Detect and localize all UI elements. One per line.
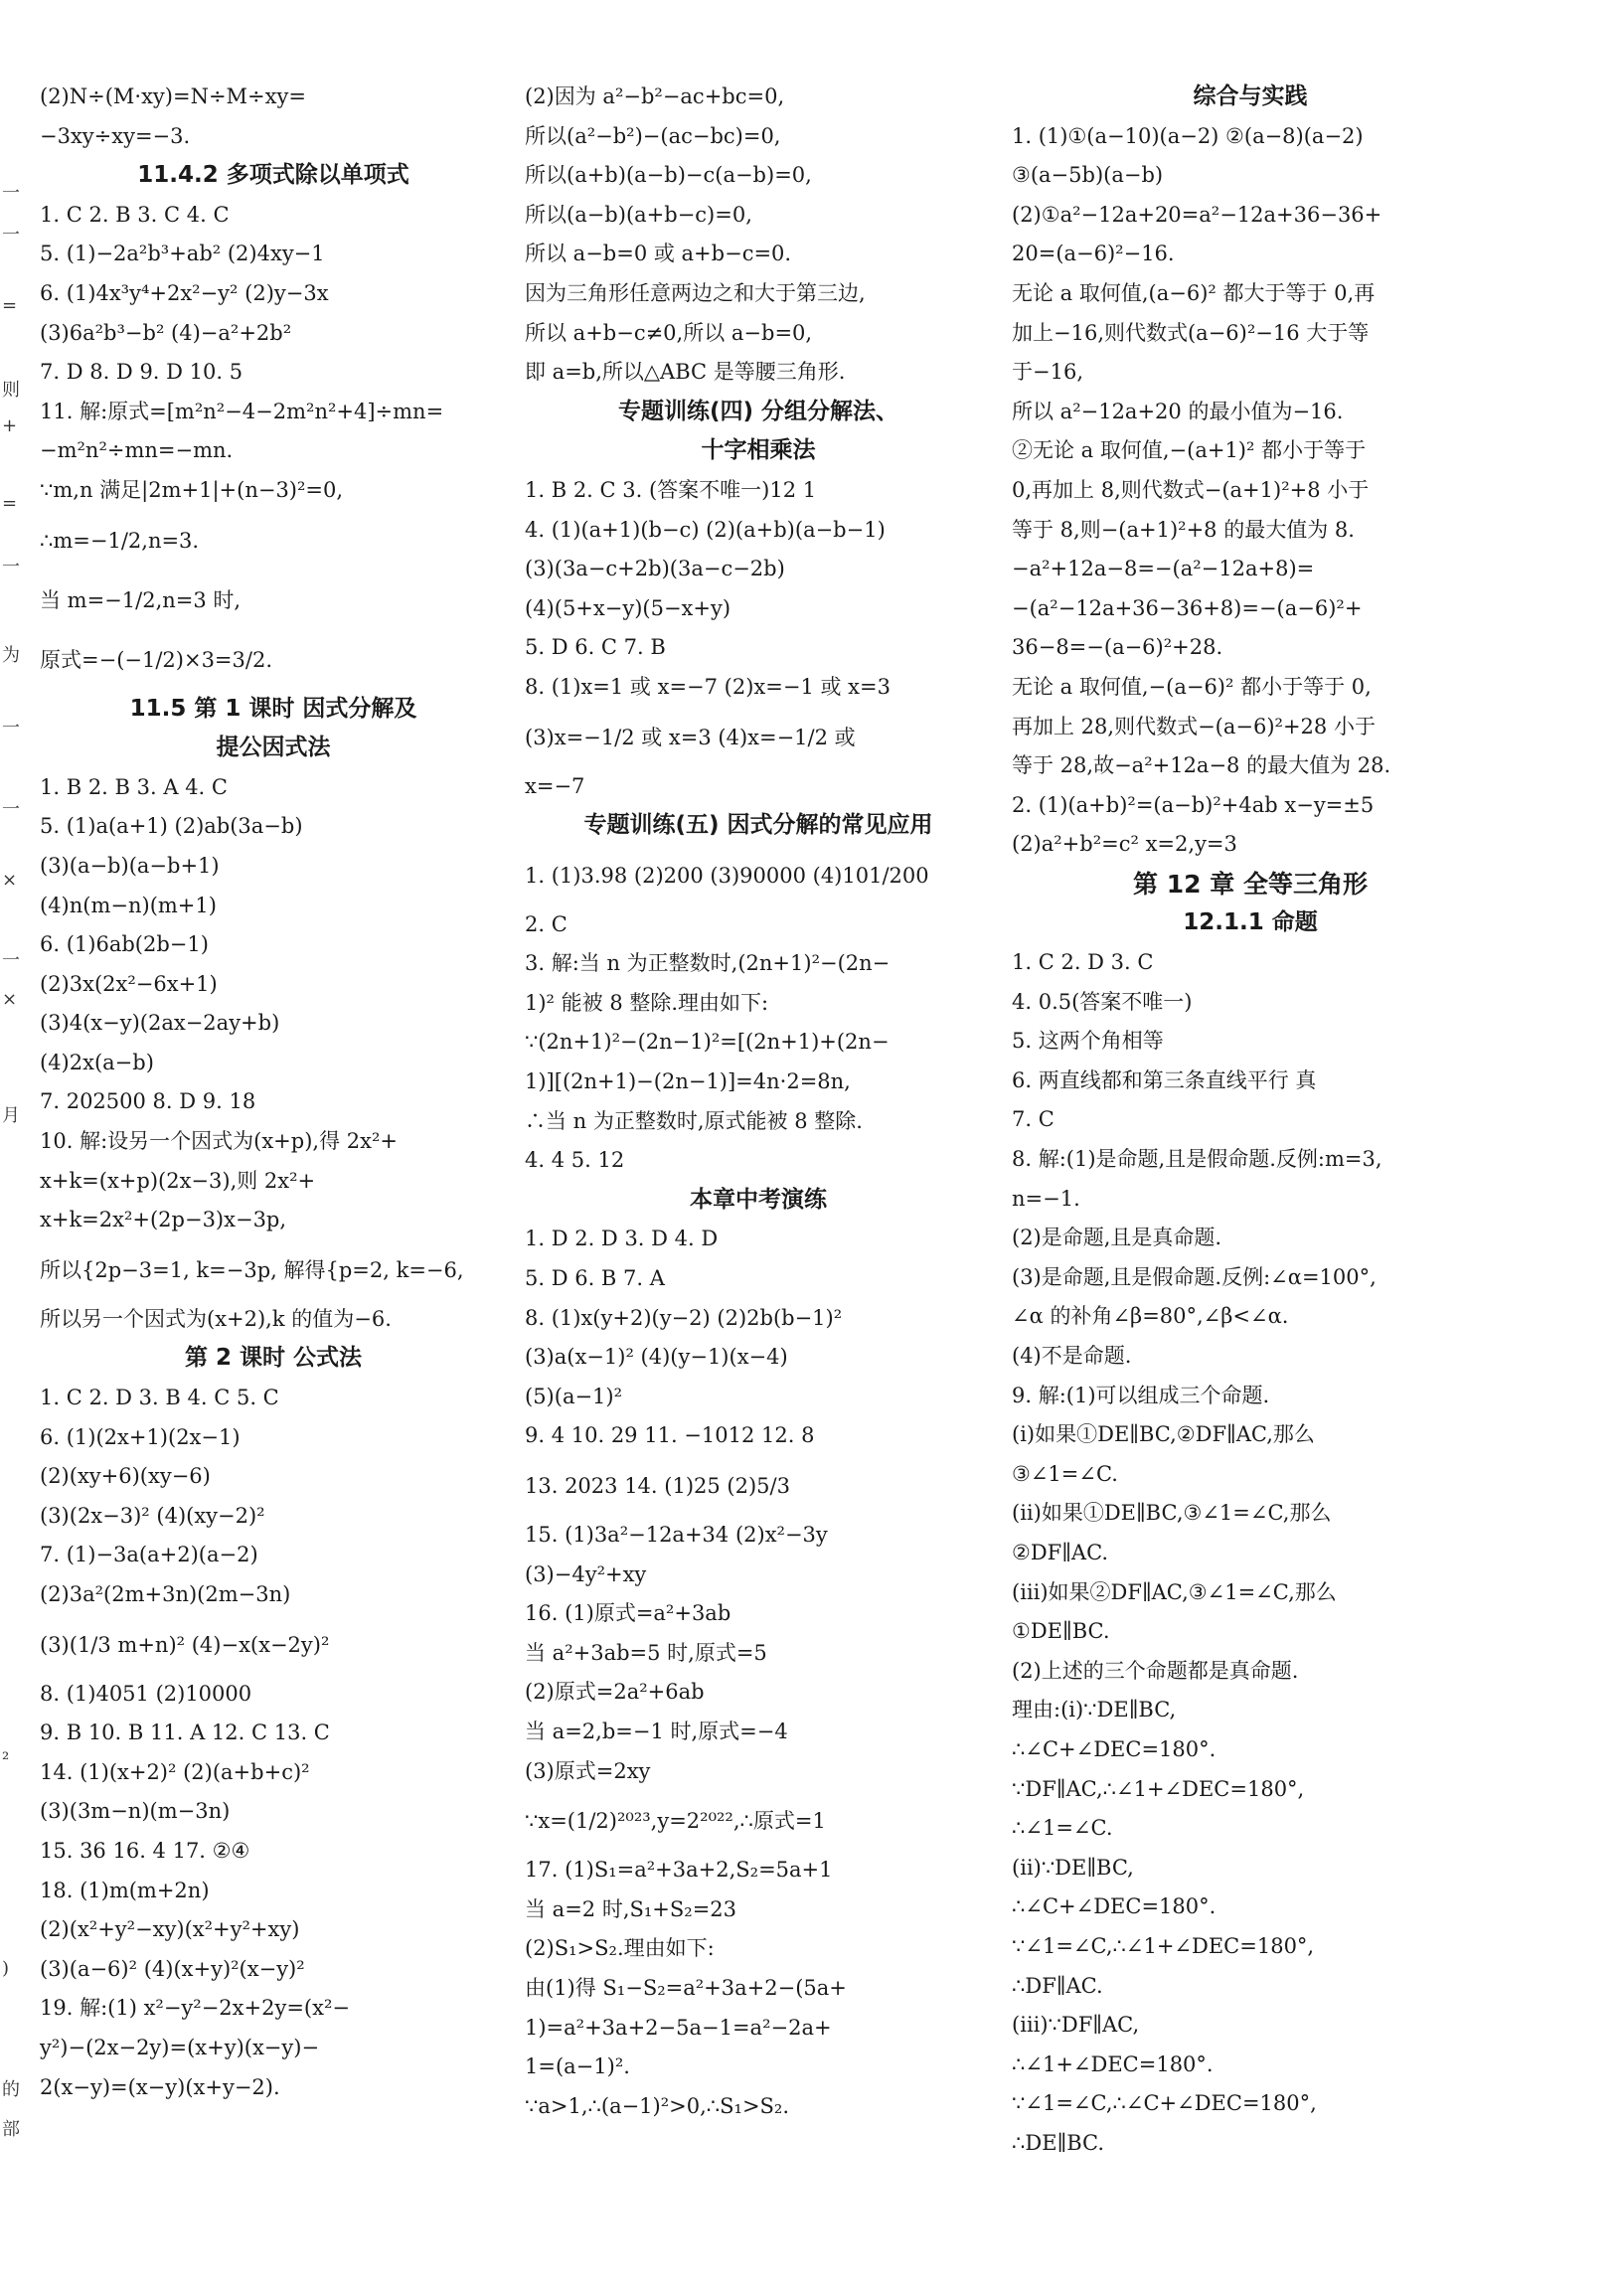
- answer-line: n=−1.: [1012, 1186, 1080, 1211]
- answer-line: (3)(a−6)² (4)(x+y)²(x−y)²: [40, 1956, 305, 1981]
- answer-line: 7. 202500 8. D 9. 18: [40, 1089, 256, 1114]
- answer-line: ∴DE∥BC.: [1012, 2130, 1105, 2155]
- answer-line: 再加上 28,则代数式−(a−6)²+28 小于: [1012, 714, 1376, 738]
- answer-line: (3)(3m−n)(m−3n): [40, 1799, 231, 1824]
- answer-line: (3)(1/3 m+n)² (4)−x(x−2y)²: [40, 1632, 330, 1657]
- answer-line: (3)a(x−1)² (4)(y−1)(x−4): [525, 1345, 788, 1370]
- margin-fragment: 一: [2, 799, 20, 820]
- answer-line: 5. D 6. C 7. B: [525, 635, 666, 660]
- answer-line: 所以 a²−12a+20 的最小值为−16.: [1012, 399, 1344, 423]
- answer-line: 17. (1)S₁=a²+3a+2,S₂=5a+1: [525, 1858, 833, 1883]
- margin-fragment: 的: [2, 2079, 20, 2100]
- answer-line: 11. 解:原式=[m²n²−4−2m²n²+4]÷mn=: [40, 399, 444, 423]
- answer-line: (2)原式=2a²+6ab: [525, 1680, 705, 1705]
- answer-line: 无论 a 取何值,−(a−6)² 都小于等于 0,: [1012, 674, 1372, 699]
- answer-line: 即 a=b,所以△ABC 是等腰三角形.: [525, 360, 846, 385]
- answer-line: 7. C: [1012, 1107, 1055, 1132]
- margin-fragment: 一: [2, 183, 20, 204]
- answer-line: 6. 两直线都和第三条直线平行 真: [1012, 1067, 1317, 1092]
- margin-fragment: 月: [2, 1105, 20, 1126]
- answer-line: 7. (1)−3a(a+2)(a−2): [40, 1543, 258, 1567]
- section-heading: 专题训练(四) 分组分解法、: [617, 398, 899, 424]
- section-heading: 专题训练(五) 因式分解的常见应用: [583, 812, 933, 839]
- answer-line: 所以(a+b)(a−b)−c(a−b)=0,: [525, 163, 812, 188]
- answer-line: 8. 解:(1)是命题,且是假命题.反例:m=3,: [1012, 1147, 1382, 1172]
- answer-line: ∵m,n 满足|2m+1|+(n−3)²=0,: [40, 477, 344, 502]
- answer-line: (ⅲ)∵DF∥AC,: [1012, 2013, 1140, 2038]
- section-heading: 11.4.2 多项式除以单项式: [137, 162, 409, 189]
- answer-line: (ⅱ)∵DE∥BC,: [1012, 1855, 1134, 1880]
- answer-line: (ⅲ)如果②DF∥AC,③∠1=∠C,那么: [1012, 1579, 1337, 1604]
- margin-fragment: 一: [2, 718, 20, 738]
- answer-line: 6. (1)4x³y⁴+2x²−y² (2)y−3x: [40, 280, 329, 305]
- answer-line: −a²+12a−8=−(a²−12a+8)=: [1012, 557, 1315, 581]
- answer-line: 5. 这两个角相等: [1012, 1029, 1164, 1054]
- answer-line: (3)6a²b³−b² (4)−a²+2b²: [40, 320, 292, 345]
- margin-fragment: 一: [2, 557, 20, 577]
- answer-line: ∠α 的补角∠β=80°,∠β<∠α.: [1012, 1304, 1289, 1329]
- margin-fragment: 为: [2, 645, 20, 666]
- answer-line: 1=(a−1)².: [525, 2054, 630, 2079]
- section-heading: 提公因式法: [216, 735, 331, 761]
- answer-line: (3)(a−b)(a−b+1): [40, 853, 220, 878]
- answer-line: (ⅱ)如果①DE∥BC,③∠1=∠C,那么: [1012, 1501, 1332, 1526]
- answer-line: ∴∠C+∠DEC=180°.: [1012, 1894, 1217, 1919]
- margin-fragment: 则: [2, 380, 20, 401]
- answer-line: 1)=a²+3a+2−5a−1=a²−2a+: [525, 2015, 832, 2040]
- answer-line: 所以{2p−3=1, k=−3p, 解得{p=2, k=−6,: [40, 1257, 464, 1282]
- section-heading: 本章中考演练: [690, 1186, 827, 1213]
- answer-line: 20=(a−6)²−16.: [1012, 242, 1175, 266]
- answer-line: ③∠1=∠C.: [1012, 1461, 1118, 1486]
- answer-line: y²)−(2x−2y)=(x+y)(x−y)−: [40, 2035, 320, 2059]
- answer-line: 所以 a+b−c≠0,所以 a−b=0,: [525, 320, 813, 345]
- section-heading: 11.5 第 1 课时 因式分解及: [129, 695, 417, 722]
- answer-line: 6. (1)(2x+1)(2x−1): [40, 1424, 241, 1449]
- answer-line: ③(a−5b)(a−b): [1012, 163, 1164, 188]
- section-heading: 第 2 课时 公式法: [184, 1345, 363, 1372]
- answer-column-right: [1012, 78, 1489, 2163]
- answer-line: −(a²−12a+36−36+8)=−(a−6)²+: [1012, 595, 1363, 620]
- answer-line: 7. D 8. D 9. D 10. 5: [40, 360, 243, 385]
- answer-line: 15. (1)3a²−12a+34 (2)x²−3y: [525, 1523, 828, 1547]
- answer-line: (5)(a−1)²: [525, 1384, 623, 1408]
- answer-line: x+k=(x+p)(2x−3),则 2x²+: [40, 1168, 316, 1193]
- answer-line: ∵a>1,∴(a−1)²>0,∴S₁>S₂.: [525, 2093, 790, 2118]
- answer-line: 理由:(ⅰ)∵DE∥BC,: [1012, 1698, 1177, 1722]
- section-heading: 综合与实践: [1193, 83, 1308, 109]
- answer-line: 5. (1)a(a+1) (2)ab(3a−b): [40, 814, 303, 839]
- answer-line: 当 m=−1/2,n=3 时,: [40, 587, 242, 612]
- answer-line: 36−8=−(a−6)²+28.: [1012, 635, 1223, 660]
- answer-line: (2)(x²+y²−xy)(x²+y²+xy): [40, 1917, 300, 1942]
- answer-line: 无论 a 取何值,(a−6)² 都大于等于 0,再: [1012, 280, 1376, 305]
- answer-line: ∵∠1=∠C,∴∠1+∠DEC=180°,: [1012, 1933, 1315, 1958]
- answer-line: 1. B 2. C 3. (答案不唯一)12 1: [525, 477, 817, 502]
- answer-line: 所以 a−b=0 或 a+b−c=0.: [525, 242, 792, 266]
- margin-fragment: 一: [2, 225, 20, 246]
- answer-line: ∴DF∥AC.: [1012, 1973, 1103, 1998]
- answer-line: (2)因为 a²−b²−ac+bc=0,: [525, 84, 785, 108]
- answer-line: (3)x=−1/2 或 x=3 (4)x=−1/2 或: [525, 725, 856, 749]
- answer-line: 1. C 2. B 3. C 4. C: [40, 202, 230, 227]
- answer-line: 由(1)得 S₁−S₂=a²+3a+2−(5a+: [525, 1975, 847, 2000]
- answer-line: 1. D 2. D 3. D 4. D: [525, 1227, 719, 1251]
- answer-line: 1)² 能被 8 整除.理由如下:: [525, 990, 769, 1015]
- answer-line: 1)][(2n+1)−(2n−1)]=4n·2=8n,: [525, 1069, 851, 1094]
- margin-fragment: +: [2, 415, 18, 436]
- answer-line: (2)3x(2x²−6x+1): [40, 971, 218, 996]
- answer-line: −m²n²÷mn=−mn.: [40, 438, 234, 463]
- answer-line: 于−16,: [1012, 360, 1083, 385]
- answer-line: 所以(a−b)(a+b−c)=0,: [525, 202, 752, 227]
- answer-line: 1. (1)3.98 (2)200 (3)90000 (4)101/200: [525, 863, 929, 888]
- answer-line: (ⅰ)如果①DE∥BC,②DF∥AC,那么: [1012, 1422, 1315, 1447]
- answer-line: 当 a=2,b=−1 时,原式=−4: [525, 1719, 788, 1743]
- answer-line: 所以另一个因式为(x+2),k 的值为−6.: [40, 1306, 392, 1331]
- answer-line: (2)S₁>S₂.理由如下:: [525, 1936, 715, 1961]
- answer-line: 18. (1)m(m+2n): [40, 1878, 210, 1902]
- answer-line: 8. (1)4051 (2)10000: [40, 1681, 252, 1706]
- answer-line: 等于 28,故−a²+12a−8 的最大值为 28.: [1012, 753, 1391, 778]
- answer-line: ∵DF∥AC,∴∠1+∠DEC=180°,: [1012, 1776, 1305, 1801]
- answer-line: ∴当 n 为正整数时,原式能被 8 整除.: [525, 1108, 863, 1133]
- answer-line: ∵(2n+1)²−(2n−1)²=[(2n+1)+(2n−: [525, 1030, 890, 1055]
- answer-line: (2)是命题,且是真命题.: [1012, 1226, 1222, 1250]
- answer-line: 5. (1)−2a²b³+ab² (2)4xy−1: [40, 242, 325, 266]
- answer-line: 2. (1)(a+b)²=(a−b)²+4ab x−y=±5: [1012, 792, 1375, 817]
- answer-line: 等于 8,则−(a+1)²+8 的最大值为 8.: [1012, 517, 1355, 542]
- answer-line: ∴∠1+∠DEC=180°.: [1012, 2051, 1214, 2076]
- margin-fragment: ×: [2, 989, 18, 1010]
- answer-line: (2)3a²(2m+3n)(2m−3n): [40, 1582, 291, 1606]
- answer-line: 13. 2023 14. (1)25 (2)5/3: [525, 1474, 790, 1498]
- answer-line: 1. C 2. D 3. C: [1012, 950, 1154, 975]
- answer-line: 加上−16,则代数式(a−6)²−16 大于等: [1012, 320, 1370, 345]
- margin-fragment: 一: [2, 950, 20, 971]
- answer-line: (3)4(x−y)(2ax−2ay+b): [40, 1011, 280, 1036]
- answer-line: 1. B 2. B 3. A 4. C: [40, 774, 228, 799]
- answer-line: ∵∠1=∠C,∴∠C+∠DEC=180°,: [1012, 2091, 1317, 2116]
- answer-line: 因为三角形任意两边之和大于第三边,: [525, 280, 866, 305]
- answer-line: 16. (1)原式=a²+3ab: [525, 1601, 731, 1626]
- answer-line: 2. C: [525, 911, 568, 936]
- answer-line: 1. (1)①(a−10)(a−2) ②(a−8)(a−2): [1012, 123, 1364, 148]
- answer-column-left: [40, 78, 507, 2107]
- answer-line: 15. 36 16. 4 17. ②④: [40, 1838, 250, 1863]
- margin-fragment: ): [2, 1958, 10, 1979]
- answer-line: (2)(xy+6)(xy−6): [40, 1464, 211, 1489]
- answer-line: (3)−4y²+xy: [525, 1561, 647, 1586]
- section-heading: 十字相乘法: [701, 437, 816, 464]
- answer-line: 当 a²+3ab=5 时,原式=5: [525, 1640, 767, 1665]
- answer-line: 当 a=2 时,S₁+S₂=23: [525, 1896, 737, 1921]
- answer-line: 2(x−y)=(x−y)(x+y−2).: [40, 2074, 280, 2099]
- answer-line: (3)(2x−3)² (4)(xy−2)²: [40, 1503, 265, 1528]
- answer-line: (3)原式=2xy: [525, 1758, 651, 1783]
- answer-line: (4)不是命题.: [1012, 1344, 1132, 1368]
- margin-fragment: ×: [2, 870, 18, 891]
- answer-line: ∴∠C+∠DEC=180°.: [1012, 1736, 1217, 1761]
- answer-line: ②DF∥AC.: [1012, 1540, 1109, 1564]
- answer-line: x+k=2x²+(2p−3)x−3p,: [40, 1208, 287, 1232]
- answer-line: 19. 解:(1) x²−y²−2x+2y=(x²−: [40, 1996, 350, 2021]
- margin-fragment: =: [2, 493, 18, 514]
- answer-line: x=−7: [525, 773, 585, 798]
- answer-line: 6. (1)6ab(2b−1): [40, 932, 209, 957]
- answer-line: 9. B 10. B 11. A 12. C 13. C: [40, 1721, 330, 1745]
- answer-line: ∵x=(1/2)²⁰²³,y=2²⁰²²,∴原式=1: [525, 1809, 826, 1834]
- answer-line: 所以(a²−b²)−(ac−bc)=0,: [525, 123, 781, 148]
- answer-line: 原式=−(−1/2)×3=3/2.: [40, 647, 272, 672]
- answer-line: (2)a²+b²=c² x=2,y=3: [1012, 832, 1237, 857]
- answer-line: 4. (1)(a+1)(b−c) (2)(a+b)(a−b−1): [525, 517, 886, 542]
- answer-line: 9. 4 10. 29 11. −1012 12. 8: [525, 1423, 815, 1448]
- answer-line: (4)n(m−n)(m+1): [40, 893, 217, 917]
- answer-line: (2)上述的三个命题都是真命题.: [1012, 1658, 1299, 1683]
- answer-line: 8. (1)x=1 或 x=−7 (2)x=−1 或 x=3: [525, 674, 891, 699]
- answer-line: 14. (1)(x+2)² (2)(a+b+c)²: [40, 1759, 310, 1784]
- answer-line: 3. 解:当 n 为正整数时,(2n+1)²−(2n−: [525, 951, 891, 976]
- answer-line: ①DE∥BC.: [1012, 1619, 1110, 1644]
- answer-line: (2)①a²−12a+20=a²−12a+36−36+: [1012, 202, 1382, 227]
- answer-line: ②无论 a 取何值,−(a+1)² 都小于等于: [1012, 438, 1367, 463]
- answer-line: (4)2x(a−b): [40, 1050, 154, 1074]
- margin-fragment: ²: [2, 1749, 10, 1770]
- answer-line: 10. 解:设另一个因式为(x+p),得 2x²+: [40, 1129, 398, 1154]
- answer-line: (4)(5+x−y)(5−x+y): [525, 595, 731, 620]
- margin-fragment: 部: [2, 2119, 20, 2140]
- answer-column-middle: [525, 78, 992, 2126]
- answer-line: 4. 4 5. 12: [525, 1148, 625, 1173]
- section-heading: 12.1.1 命题: [1183, 909, 1318, 936]
- answer-line: 0,再加上 8,则代数式−(a+1)²+8 小于: [1012, 477, 1370, 502]
- answer-line: 1. C 2. D 3. B 4. C 5. C: [40, 1386, 279, 1410]
- margin-fragment: =: [2, 295, 18, 316]
- answer-line: (3)是命题,且是假命题.反例:∠α=100°,: [1012, 1264, 1377, 1289]
- section-heading: 第 12 章 全等三角形: [1133, 869, 1368, 899]
- answer-line: −3xy÷xy=−3.: [40, 123, 191, 148]
- answer-line: ∴∠1=∠C.: [1012, 1816, 1113, 1841]
- answer-line: (2)N÷(M·xy)=N÷M÷xy=: [40, 84, 306, 108]
- answer-line: ∴m=−1/2,n=3.: [40, 528, 200, 553]
- answer-line: 5. D 6. B 7. A: [525, 1266, 665, 1291]
- answer-line: (3)(3a−c+2b)(3a−c−2b): [525, 557, 785, 581]
- answer-line: 8. (1)x(y+2)(y−2) (2)2b(b−1)²: [525, 1305, 843, 1330]
- answer-line: 4. 0.5(答案不唯一): [1012, 989, 1193, 1014]
- answer-line: 9. 解:(1)可以组成三个命题.: [1012, 1383, 1270, 1407]
